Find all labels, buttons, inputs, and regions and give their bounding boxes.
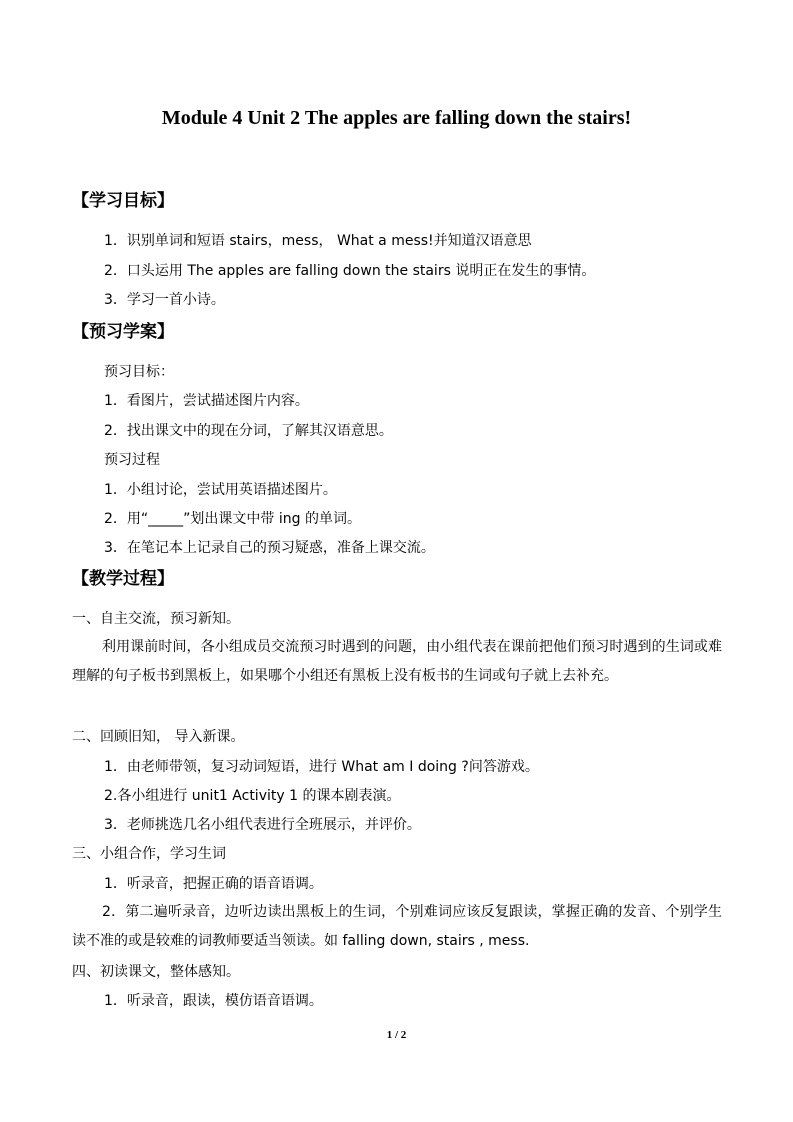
preview-process-item-3: 3．在笔记本上记录自己的预习疑惑，准备上课交流。 [104, 540, 435, 556]
preview-process-label: 预习过程 [104, 452, 160, 468]
goal-item-1: 1．识别单词和短语 stairs，mess， What a mess!并知道汉语意思 [104, 233, 532, 249]
part3-title: 三、小组合作，学习生词 [72, 846, 226, 862]
goal-item-2: 2．口头运用 The apples are falling down the stairs 说明正在发生的事情。 [104, 263, 596, 279]
section-heading-preview: 【预习学案】 [72, 322, 174, 342]
preview-process-item-1: 1．小组讨论，尝试用英语描述图片。 [104, 482, 337, 498]
part3-item-1: 1．听录音，把握正确的语音语调。 [104, 876, 323, 892]
part2-item-2: 2.各小组进行 unit1 Activity 1 的课本剧表演。 [104, 788, 401, 804]
part3-paragraph: 2．第二遍听录音，边听边读出黑板上的生词，个别难词应该反复跟读，掌握正确的发音、个别学生读不准的或是较难的词教师要适当领读。如 falling down, stairs , mess. [72, 904, 722, 949]
part1-title: 一、自主交流，预习新知。 [72, 611, 240, 627]
section-heading-teaching: 【教学过程】 [72, 569, 174, 589]
part2-item-3: 3．老师挑选几名小组代表进行全班展示，并评价。 [104, 817, 421, 833]
section-heading-goals: 【学习目标】 [72, 191, 174, 211]
part4-title: 四、初读课文，整体感知。 [72, 964, 240, 980]
part2-item-1: 1．由老师带领，复习动词短语，进行 What am I doing ?问答游戏。 [104, 759, 539, 775]
part4-item-1: 1．听录音，跟读，模仿语音语调。 [104, 993, 323, 1009]
preview-goal-label: 预习目标： [104, 364, 174, 380]
part1-paragraph: 利用课前时间，各小组成员交流预习时遇到的问题，由小组代表在课前把他们预习时遇到的生词或难理解的句子板书到黑板上，如果哪个小组还有黑板上没有板书的生词或句子就上去补充。 [72, 639, 722, 684]
part2-title: 二、回顾旧知， 导入新课。 [72, 729, 245, 745]
goal-item-3: 3．学习一首小诗。 [104, 292, 225, 308]
preview-goal-item-2: 2．找出课文中的现在分词，了解其汉语意思。 [104, 423, 393, 439]
preview-goal-item-1: 1．看图片，尝试描述图片内容。 [104, 393, 309, 409]
page-title: Module 4 Unit 2 The apples are falling down the stairs! [161, 107, 632, 129]
preview-process-item-2: 2．用“_____”划出课文中带 ing 的单词。 [104, 511, 361, 527]
page-number: 1 / 2 [386, 1029, 407, 1041]
